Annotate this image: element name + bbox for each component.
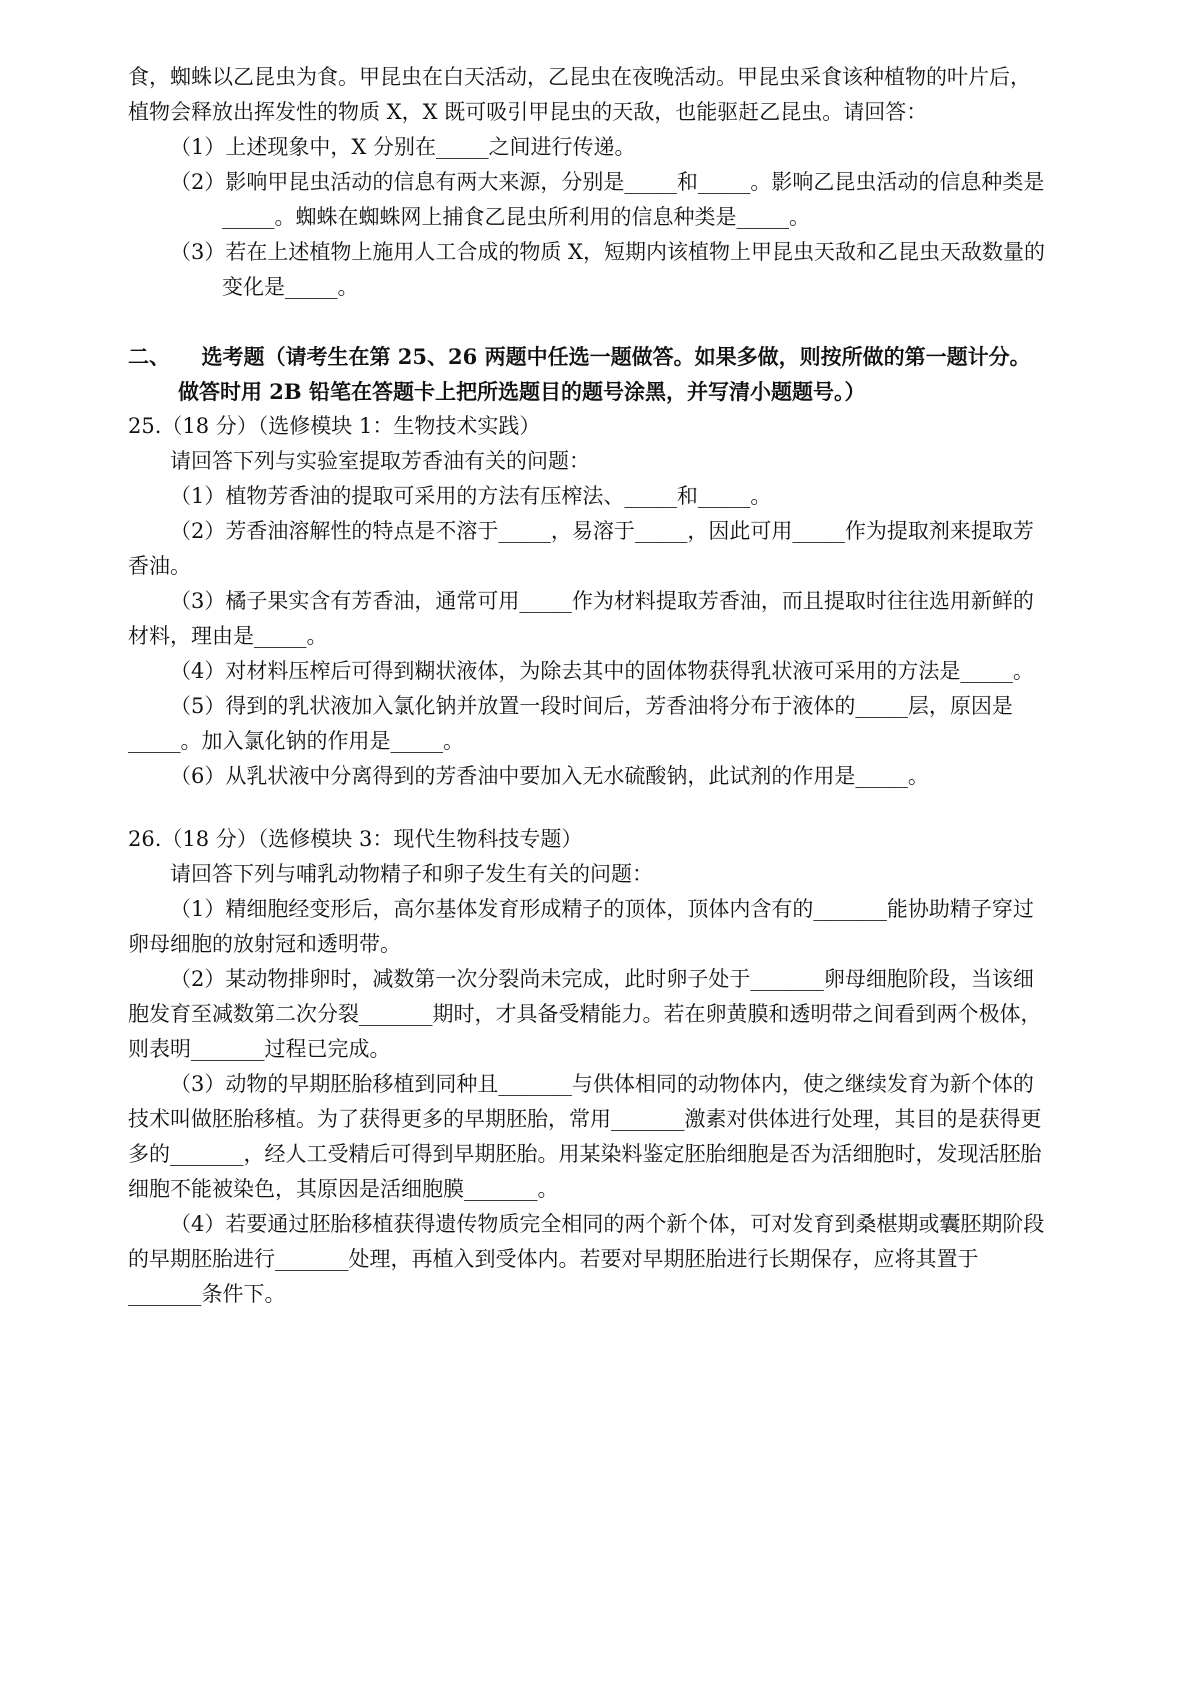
- section-heading: 二、 选考题（请考生在第 25、26 两题中任选一题做答。如果多做，则按所做的第一题计分。做答时用 2B 铅笔在答题卡上把所选题目的题号涂黑，并写清小题题号。）: [128, 344, 1031, 404]
- q25-title: 25.（18 分）（选修模块 1：生物技术实践）: [128, 414, 541, 438]
- q25-item-5: （5）得到的乳状液加入氯化钠并放置一段时间后，芳香油将分布于液体的_____层，原因是_____。加入氯化钠的作用是_____。: [128, 694, 1013, 753]
- q24-item-1: （1）上述现象中，X 分别在_____之间进行传递。: [170, 135, 636, 159]
- q26-title: 26.（18 分）（选修模块 3：现代生物科技专题）: [128, 827, 583, 851]
- q25-item-1: （1）植物芳香油的提取可采用的方法有压榨法、_____和_____。: [170, 484, 772, 508]
- q26-item-4: （4）若要通过胚胎移植获得遗传物质完全相同的两个新个体，可对发育到桑椹期或囊胚期阶段的早期胚胎进行_______处理，再植入到受体内。若要对早期胚胎进行长期保存，应将其置于_______条件下。: [128, 1212, 1045, 1306]
- q26-item-2: （2）某动物排卵时，减数第一次分裂尚未完成，此时卵子处于_______卵母细胞阶段，当该细胞发育至减数第二次分裂_______期时，才具备受精能力。若在卵黄膜和透明带之间看到两个极体，则表明_______过程已完成。: [128, 967, 1042, 1061]
- q26-intro: 请回答下列与哺乳动物精子和卵子发生有关的问题：: [170, 862, 653, 886]
- q25-intro: 请回答下列与实验室提取芳香油有关的问题：: [170, 449, 590, 473]
- q25-item-2: （2）芳香油溶解性的特点是不溶于_____，易溶于_____，因此可用_____作为提取剂来提取芳香油。: [128, 519, 1034, 578]
- q26-item-1: （1）精细胞经变形后，高尔基体发育形成精子的顶体，顶体内含有的_______能协助精子穿过卵母细胞的放射冠和透明带。: [128, 897, 1034, 956]
- q26-item-3: （3）动物的早期胚胎移植到同种且_______与供体相同的动物体内，使之继续发育为新个体的技术叫做胚胎移植。为了获得更多的早期胚胎，常用_______激素对供体进行处理，其目的是获得更多的_______，经人工受精后可得到早期胚胎。用某染料鉴定胚胎细胞是否为活细胞时，发现活胚胎细胞不能被染色，其原因是活细胞膜_______。: [128, 1072, 1042, 1201]
- spacer: [128, 794, 1050, 822]
- q25-item-3: （3）橘子果实含有芳香油，通常可用_____作为材料提取芳香油，而且提取时往往选用新鲜的材料，理由是_____。: [128, 589, 1034, 648]
- q24-item-2: （2）影响甲昆虫活动的信息有两大来源，分别是_____和_____。影响乙昆虫活动的信息种类是_____。蜘蛛在蜘蛛网上捕食乙昆虫所利用的信息种类是_____。: [170, 170, 1045, 229]
- spacer: [128, 305, 1050, 339]
- q25-item-4: （4）对材料压榨后可得到糊状液体，为除去其中的固体物获得乳状液可采用的方法是_____。: [170, 659, 1034, 683]
- q24-intro: 食，蜘蛛以乙昆虫为食。甲昆虫在白天活动，乙昆虫在夜晚活动。甲昆虫采食该种植物的叶片后，植物会释放出挥发性的物质 X，X 既可吸引甲昆虫的天敌，也能驱赶乙昆虫。请回答：: [128, 65, 1031, 124]
- q25-item-6: （6）从乳状液中分离得到的芳香油中要加入无水硫酸钠，此试剂的作用是_____。: [170, 764, 929, 788]
- q24-item-3: （3）若在上述植物上施用人工合成的物质 X，短期内该植物上甲昆虫天敌和乙昆虫天敌数量的变化是_____。: [170, 240, 1045, 299]
